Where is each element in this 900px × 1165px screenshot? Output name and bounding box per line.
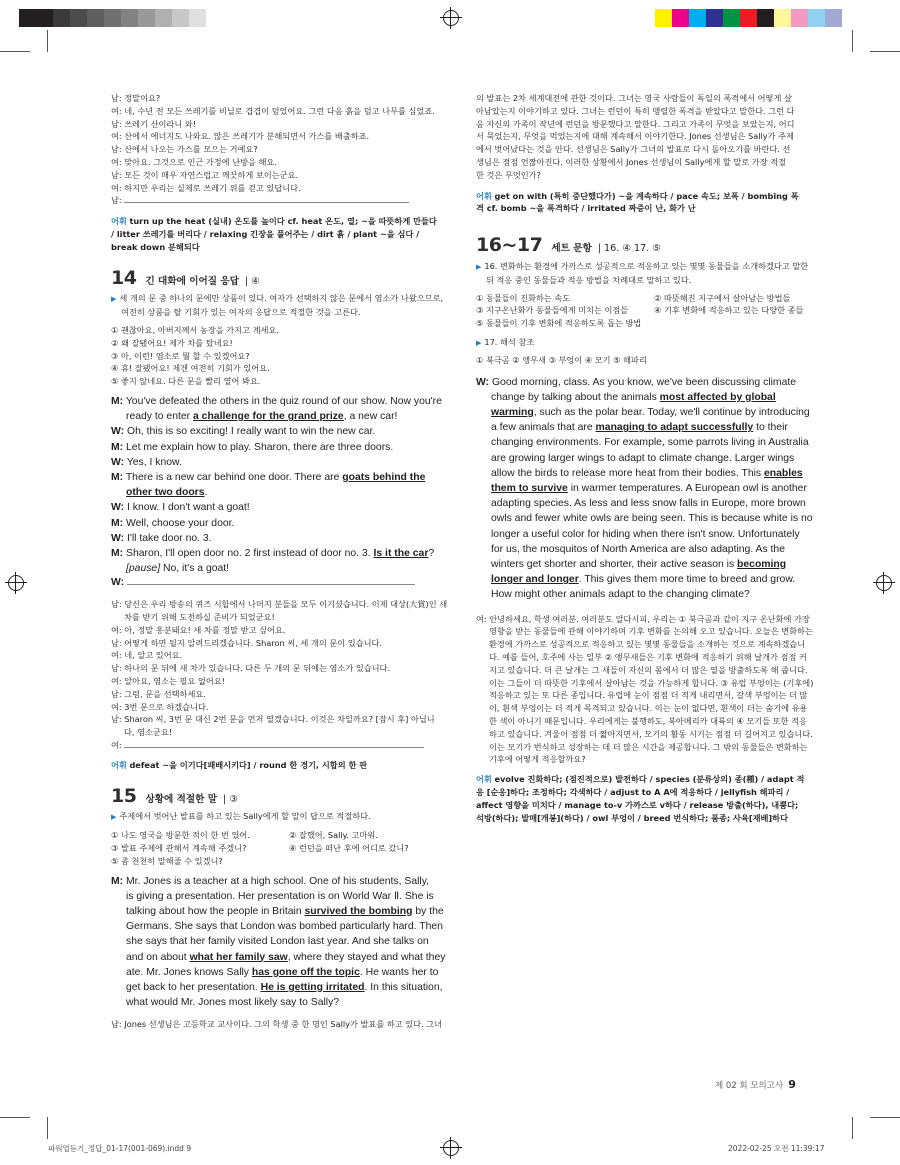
dictation-answer: other two doors <box>126 487 205 499</box>
choice-item: ④ 런던을 떠난 후에 어디로 갔니? <box>289 842 409 853</box>
choice-item: ① 괜찮아요, 아버지께서 농장을 가지고 계세요. <box>111 324 279 335</box>
script-line: winters get shorter and shorter, their active season is becoming <box>491 558 787 570</box>
dictation-answer: them to survive <box>491 482 568 494</box>
translation-line: 이는 그들이 더 따뜻한 기후에서 살아남는 것을 가능하게 합니다. ③ 유럽 부엉이는 (기후에) <box>489 677 814 688</box>
script-line: them to survive in warmer temperatures. A European owl is another <box>491 482 807 494</box>
crop-mark <box>852 30 853 52</box>
vocab-text: get on with (특히 중단했다가) ~을 계속하다 / pace 속도; 보폭 / bombing 폭격 cf. bomb ~을 폭격하다 / irritated 짜증이 난, 화가 난 <box>476 190 799 214</box>
translation-line: 기후에 어떻게 적응할까요? <box>489 754 586 765</box>
vocab-text: turn up the heat (실내) 온도를 높이다 cf. heat 온도, 열; ~을 따뜻하게 만들다 / litter 쓰레기를 버리다 / relaxing 긴장을 풀어주는 / dirt 흙 / plant ~을 심다 / break down 분해되다 <box>111 216 437 252</box>
translation-line: 여: 알아요, 염소는 필요 없어요! <box>111 675 225 686</box>
script-line: How might other animals adapt to the changing climate? <box>491 589 750 601</box>
choices-16 <box>476 292 806 330</box>
dictation-answer: survived the bombing <box>304 905 413 917</box>
color-swatch <box>19 9 36 27</box>
script-line: warming, such as the polar bear. Today, we'll continue by introducing <box>491 406 810 418</box>
choice-item: ② 잘했어, Sally. 고마워. <box>289 830 378 841</box>
translation-line: 이는 모기가 번식하고 성장하는 데 더 많은 시간을 제공합니다. 그 밖의 동물들은 변화하는 <box>489 741 808 752</box>
dialogue-line: 남: 정말이요? <box>111 93 161 103</box>
choice-item: ④ 기후 변화에 적응하고 있는 다양한 종들 <box>654 305 804 316</box>
dictation-answer: He is getting irritated <box>260 981 365 993</box>
translation-14 <box>111 598 448 739</box>
choices-14 <box>111 324 441 388</box>
translation-line: 남: 그럼, 문을 선택하세요. <box>111 688 206 699</box>
translation-line: 한 것은 무엇인가? <box>476 169 541 180</box>
choice-item: ⑤ 동물들이 기후 변화에 적응하도록 돕는 방법 <box>476 318 642 329</box>
explanation-line: 뒤 적응 중인 동물들과 적응 방법을 차례대로 말하고 있다. <box>486 274 692 285</box>
color-swatch <box>138 9 155 27</box>
vocab-box-13: 어휘 turn up the heat (실내) 온도를 높이다 cf. heat 온도, 열; ~을 따뜻하게 만들다 / litter 쓰레기를 버리다 / relaxing 긴장을 풀어주는 / dirt 흙 / plant ~을 심다 / break down 분해되다 <box>111 216 437 252</box>
explanation-17: ▶ 17. 해석 참조 <box>476 336 535 347</box>
choices-15 <box>111 829 441 867</box>
script-line: allow the birds to release more heat from their bodies. This enables <box>491 467 803 479</box>
translation-line: 여: 안녕하세요, 학생 여러분. 여러분도 알다시피, 우리는 ① 북극곰과 같이 지구 온난화에 가장 <box>476 613 810 624</box>
choice-item: ② 왜 잘됐어요! 제가 차를 탔네요! <box>111 337 233 348</box>
answer-blank-line: 남: <box>111 194 441 207</box>
script-line: owls and fewer white owls are being seen. This is because white is no <box>491 513 813 525</box>
speaker-label: W: <box>111 532 125 544</box>
dictation-answer: Is it the car <box>373 547 429 559</box>
question-type: 세트 문항 <box>551 243 592 255</box>
registration-mark-left <box>8 575 24 591</box>
dictation-answer: has gone off the topic <box>251 966 360 978</box>
choice-item: ③ 아, 이런! 염소로 뭘 할 수 있겠어요? <box>111 350 250 361</box>
color-swatch <box>791 9 808 27</box>
script-line: get back to her presentation. He is getting irritated. In this situation, <box>126 981 443 993</box>
speaker-label: M: <box>111 471 124 483</box>
triangle-icon: ▶ <box>476 262 482 271</box>
question-type: 상황에 적절한 말 <box>145 793 218 805</box>
color-swatch <box>87 9 104 27</box>
question-number: 15 <box>111 784 137 807</box>
translation-line: 지고 있습니다. 더 큰 날개는 그 새들이 자신의 몸에서 더 많은 열을 방출하도록 해 줍니다. <box>489 664 808 675</box>
color-swatch <box>774 9 791 27</box>
script-line: what would Mr. Jones most likely say to Sally? <box>126 997 340 1009</box>
script-line: W: Oh, this is so exciting! I really want to win the new car. <box>111 426 376 438</box>
translation-line: 영향을 받는 동물들에 관해 이야기하며 기후 변화를 논의해 오고 있습니다. 오늘은 변화하는 <box>489 626 813 637</box>
answer-key: | 16. ④ 17. ⑤ <box>597 243 661 255</box>
crop-mark <box>47 30 48 52</box>
date-slug: 2022-02-25 오전 11:39:17 <box>728 1144 825 1153</box>
color-swatch <box>808 9 825 27</box>
dialogue-line: 여: 맞아요. 그것으로 인근 가정에 난방을 해요. <box>111 156 277 167</box>
choice-item: ⑤ 좀 천천히 말해줄 수 있겠니? <box>111 855 223 866</box>
question-14-heading <box>111 266 441 289</box>
speaker-label: M: <box>111 395 124 407</box>
speaker-label: W: <box>476 376 492 388</box>
translation-line: 한 색이 아니기 때문입니다. 우리에게는 불행하도, 북아메리카 대륙의 ④ 모기들 또한 적응 <box>489 715 807 726</box>
color-swatch <box>155 9 172 27</box>
file-slug: 파워업듣기_정답_01-17(001-069).indd 9 <box>48 1144 192 1153</box>
choice-item: ① 동물들이 진화하는 속도 <box>476 292 571 303</box>
script-line: longer and longer. This gives them more time to breed and grow. <box>491 574 796 586</box>
color-bar-right <box>655 9 859 27</box>
script-line: M: You've defeated the others in the quiz round of our show. Now you're <box>111 395 442 407</box>
color-swatch <box>53 9 70 27</box>
color-bar-left <box>19 9 223 27</box>
translation-line: 다, 염소군요! <box>124 727 173 738</box>
script-line: other two doors. <box>126 487 208 499</box>
translation-line: 남: 하나의 문 뒤에 새 차가 있습니다. 다른 두 개의 문 뒤에는 염소가 있습니다. <box>111 663 391 674</box>
question-type: 긴 대화에 이어질 응답 <box>145 275 239 287</box>
translation-line: 에서 벗어났다는 것을 안다. 선생님은 Sally가 그녀의 발표로 다시 돌아오기를 바란다. 선 <box>476 144 791 155</box>
registration-mark-top <box>443 10 459 26</box>
script-line: talking about how the people in Britain survived the bombing by the <box>126 905 444 917</box>
dialogue-line: 남: 모든 것이 매우 자연스럽고 깨끗하게 보이는군요. <box>111 169 299 180</box>
speaker-label: M: <box>111 875 127 887</box>
translation-line: 남: 어떻게 하면 될지 알려드리겠습니다. Sharon 씨, 세 개의 문이 있습니다. <box>111 637 383 648</box>
translation-line: 차를 받기 위해 도전하실 준비가 되었군요! <box>124 611 275 622</box>
choices-17: ① 북극곰 ② 앵무새 ③ 부엉이 ④ 모기 ⑤ 해파리 <box>476 354 647 365</box>
triangle-icon: ▶ <box>111 295 117 304</box>
color-swatch <box>672 9 689 27</box>
color-swatch <box>70 9 87 27</box>
crop-mark <box>852 1117 853 1139</box>
choice-item: ③ 발표 주제에 관해서 계속해 주겠니? <box>111 842 247 853</box>
answer-blank-line: W: <box>111 576 441 590</box>
script-line: M: There is a new car behind one door. There are goats behind the <box>111 471 426 483</box>
script-16-17 <box>476 375 813 603</box>
color-swatch <box>842 9 859 27</box>
dialogue-line: 남: 산에서 나오는 가스를 모으는 거예요? <box>111 144 258 155</box>
question-number: 16~17 <box>476 234 543 257</box>
crop-mark <box>0 51 30 52</box>
answer-key: | ③ <box>223 793 238 805</box>
color-swatch <box>706 9 723 27</box>
script-line: change by talking about the animals most affected by global <box>491 391 776 403</box>
script-line: a few animals that are managing to adapt successfully to their <box>491 422 788 434</box>
stage-direction: [pause] <box>126 563 161 575</box>
translation-line: 여: 아, 정말 흥분돼요! 새 차를 정말 받고 싶어요. <box>111 624 286 635</box>
color-swatch <box>172 9 189 27</box>
dictation-answer: managing to adapt successfully <box>595 422 754 434</box>
script-14 <box>111 394 441 576</box>
test-label: 제 02 회 모의고사 <box>715 1081 784 1091</box>
color-swatch <box>189 9 206 27</box>
dialogue-line: 여: 하지만 우리는 실제로 쓰레기 위를 걷고 있답니다. <box>111 182 301 193</box>
color-swatch <box>689 9 706 27</box>
translation-line: 다. 예를 들어, 호주에 사는 일부 ② 앵무새들은 기후 변화에 적응하기 위해 날개가 점점 커 <box>489 651 807 662</box>
question-16-17-heading <box>476 234 806 257</box>
script-line: for us, the mosquitos of North America are also adapting. As the <box>491 543 785 555</box>
crop-mark <box>870 1117 900 1118</box>
right-column <box>476 92 814 824</box>
explanation-line: ▶ 16. 변화하는 환경에 가까스로 성공적으로 적응하고 있는 몇몇 동물들을 소개하겠다고 말한 <box>476 260 809 271</box>
vocab-box-14: 어휘 defeat ~을 이기다[패배시키다] / round 한 경기, 시합의 한 판 <box>111 759 368 770</box>
vocab-box-16-17: 어휘 evolve 진화하다; (점진적으로) 발전하다 / species (분류상의) 종(種) / adapt 적응 [순응]하다; 조정하다; 각색하다 / adjust to A A에 적응하다 / jellyfish 해파리 / affect 영향을 미치다 / manage to-v 가까스로 v하다 / release 방출(하다), 내뿜다; 석방(하다); 발매[개봉](하다) / owl 부엉이 / breed 번식하다; 품종; 사육[재배]하다 <box>476 774 805 823</box>
speaker-label: W: <box>111 426 125 438</box>
translation-line: 이, 흰색 부엉이는 더 적게 목격되고 있습니다. 이는 눈이 없다면, 흰색이 더는 숨기에 유용 <box>489 703 808 714</box>
script-line: she says that her family visited London last year. And she talks on <box>126 936 429 948</box>
color-swatch <box>104 9 121 27</box>
dictation-answer: goats behind the <box>342 471 426 483</box>
choice-item: ③ 지구온난화가 동물들에게 미치는 이점들 <box>476 305 629 316</box>
dialogue-line: 여: 산에서 에너지도 나와요. 많은 쓰레기가 분해되면서 가스를 배출하죠. <box>111 131 370 142</box>
registration-mark-bottom <box>443 1140 459 1156</box>
script-line: longer a useful color for hiding when there isn't snow. Unfortunately <box>491 528 800 540</box>
script-line: W: I'll take door no. 3. <box>111 532 212 544</box>
dialogue-translation-13 <box>111 92 441 194</box>
script-line: W: Yes, I know. <box>111 456 182 468</box>
translation-line: 서 묵었는지, 무엇을 먹었는지에 대해 계속해서 이야기한다. Jones 선생님은 Sally가 주제 <box>476 131 794 142</box>
page-footer <box>715 1078 796 1091</box>
dictation-answer: longer and longer <box>491 574 579 586</box>
color-swatch <box>825 9 842 27</box>
translation-line: 의 발표는 2차 세계대전에 관한 것이다. 그녀는 영국 사람들이 독일의 폭격에서 어떻게 살 <box>476 93 792 103</box>
script-line: [pause] No, it's a goat! <box>126 563 230 575</box>
translation-15-continued <box>476 92 806 182</box>
translation-line: 남: Sharon 씨, 3번 문 대신 2번 문을 먼저 열겠습니다. 이것은 차일까요? [잠시 후] 아닙니 <box>111 714 435 725</box>
translation-16-17 <box>476 613 814 767</box>
color-swatch <box>121 9 138 27</box>
dialogue-line: 여: 네, 수년 전 모든 쓰레기를 비닐로 겹겹이 덮었어요. 그런 다음 흙을 덮고 나무를 심었죠. <box>111 105 435 116</box>
speaker-label: W: <box>111 456 125 468</box>
explanation-16 <box>476 260 809 287</box>
explanation-15: ▶ 주제에서 벗어난 발표를 하고 있는 Sally에게 할 말이 답으로 적절하다. <box>111 811 371 822</box>
explanation-line: 여전히 상품을 탈 기회가 있는 여자의 응답으로 적절한 것을 고른다. <box>121 307 361 318</box>
color-swatch <box>723 9 740 27</box>
translation-line: 환경에 가까스로 성공적으로 적응하고 있는 몇몇 동물들을 소개하는 것으로 계속하겠습니 <box>489 639 806 650</box>
translation-line: 아남았는지 이야기하고 있다. 그녀는 런던이 특히 맹렬한 폭격을 받았다고 말한다. 그런 다 <box>476 105 795 116</box>
translation-line: 남: 당신은 우리 방송의 퀴즈 시합에서 나머지 분들을 모두 이기셨습니다. 이제 대상(大賞)인 새 <box>111 599 448 610</box>
dictation-answer: enables <box>763 467 803 479</box>
question-15-heading <box>111 784 441 807</box>
script-line: Germans. She says that London was bombed particularly hard. Then <box>126 921 443 933</box>
answer-key: | ④ <box>244 275 260 287</box>
translation-line: 음 자신의 가족이 작년에 런던을 방문했다고 말한다. 그리고 가족이 무엇을 보았는지, 어디 <box>476 118 795 129</box>
translation-line: 여: 네, 알고 있어요. <box>111 650 183 661</box>
crop-mark <box>0 1117 30 1118</box>
choice-item: ④ 휴! 잘됐어요! 제겐 여전히 기회가 있어요. <box>111 363 270 374</box>
dictation-answer: warming <box>491 406 534 418</box>
choice-item: ⑤ 좋지 않네요. 다른 문을 빨리 열어 봐요. <box>111 376 261 387</box>
crop-mark <box>870 51 900 52</box>
choice-item: ① 나도 영국을 방문한 적이 한 번 있어. <box>111 830 250 841</box>
script-line: W: Good morning, class. As you know, we've been discussing climate <box>476 376 797 388</box>
translation-15: 남: Jones 선생님은 고등학교 교사이다. 그의 학생 중 한 명인 Sally가 발표를 하고 있다. 그녀 <box>111 1019 443 1030</box>
explanation-14 <box>111 292 444 319</box>
vocab-box-15: 어휘 get on with (특히 중단했다가) ~을 계속하다 / pace 속도; 보폭 / bombing 폭격 cf. bomb ~을 폭격하다 / irritated 짜증이 난, 화가 난 <box>476 190 799 214</box>
dictation-answer: becoming <box>737 558 787 570</box>
question-number: 14 <box>111 266 137 289</box>
translation-line: 생님은 점점 언짢아진다. 이러한 상황에서 Jones 선생님이 Sally에게 할 말로 가장 적절 <box>476 156 787 167</box>
script-line: is giving a presentation. Her presentation is on World War Ⅱ. She is <box>126 890 434 902</box>
script-line: W: I know. I don't want a goat! <box>111 502 250 514</box>
answer-blank-line: 여: <box>111 739 441 752</box>
crop-mark <box>47 1117 48 1139</box>
translation-line: 하고 있습니다. 겨울이 점점 더 짧아지면서, 모기의 활동 시기는 점점 더 길어지고 있습니다. <box>489 728 813 739</box>
speaker-label: M: <box>111 517 124 529</box>
speaker-label: M: <box>111 547 124 559</box>
registration-mark-right <box>876 575 892 591</box>
dictation-answer: most affected by global <box>659 391 776 403</box>
script-line: adapting species. As less and less snow falls in Europe, more brown <box>491 498 806 510</box>
script-line: and on about what her family saw, where they stayed and what they <box>126 951 446 963</box>
vocab-text: evolve 진화하다; (점진적으로) 발전하다 / species (분류상의) 종(種) / adapt 적응 [순응]하다; 조정하다; 각색하다 / adjust to A A에 적응하다 / jellyfish 해파리 / affect 영향을 미치다 / manage to-v 가까스로 v하다 / release 방출(하다), 내뿜다; 석방(하다); 발매[개봉](하다) / owl 부엉이 / breed 번식하다; 품종; 사육[재배]하다 <box>476 774 805 823</box>
color-swatch <box>757 9 774 27</box>
color-swatch <box>36 9 53 27</box>
translation-line: 적응하고 있는 또 다른 종입니다. 유럽에 눈이 점점 더 적게 내리면서, 갈색 부엉이는 더 많 <box>489 690 808 701</box>
explanation-line: ▶ 세 개의 문 중 하나의 문에만 상품이 있다. 여자가 선택하지 않은 문에서 염소가 나왔으므로, <box>111 293 444 304</box>
script-line: changing environments. For example, some parrots living in Australia <box>491 437 809 449</box>
color-swatch <box>655 9 672 27</box>
left-column <box>111 92 448 1031</box>
script-line: are growing larger wings to adapt to climate change. Larger wings <box>491 452 795 464</box>
color-swatch <box>206 9 223 27</box>
script-line: M: Sharon, I'll open door no. 2 first instead of door no. 3. Is it the car? <box>111 547 435 559</box>
script-line: M: Mr. Jones is a teacher at a high school. One of his students, Sally, <box>111 875 430 887</box>
speaker-label: W: <box>111 502 125 514</box>
script-15 <box>111 874 446 1011</box>
page-number: 9 <box>788 1078 796 1091</box>
speaker-label: M: <box>111 441 124 453</box>
script-line: ready to enter a challenge for the grand prize, a new car! <box>126 411 398 423</box>
dictation-answer: what her family saw <box>189 951 288 963</box>
script-line: M: Let me explain how to play. Sharon, there are three doors. <box>111 441 394 453</box>
dialogue-line: 남: 쓰레기 산이라니 와! <box>111 118 197 129</box>
dictation-answer: a challenge for the grand prize <box>193 411 344 423</box>
script-line: M: Well, choose your door. <box>111 517 235 529</box>
script-line: ate. Mr. Jones knows Sally has gone off the topic. He wants her to <box>126 966 439 978</box>
color-swatch <box>740 9 757 27</box>
translation-line: 여: 3번 문으로 하겠습니다. <box>111 701 209 712</box>
choice-item: ② 따뜻해진 지구에서 살아남는 방법들 <box>654 292 791 303</box>
